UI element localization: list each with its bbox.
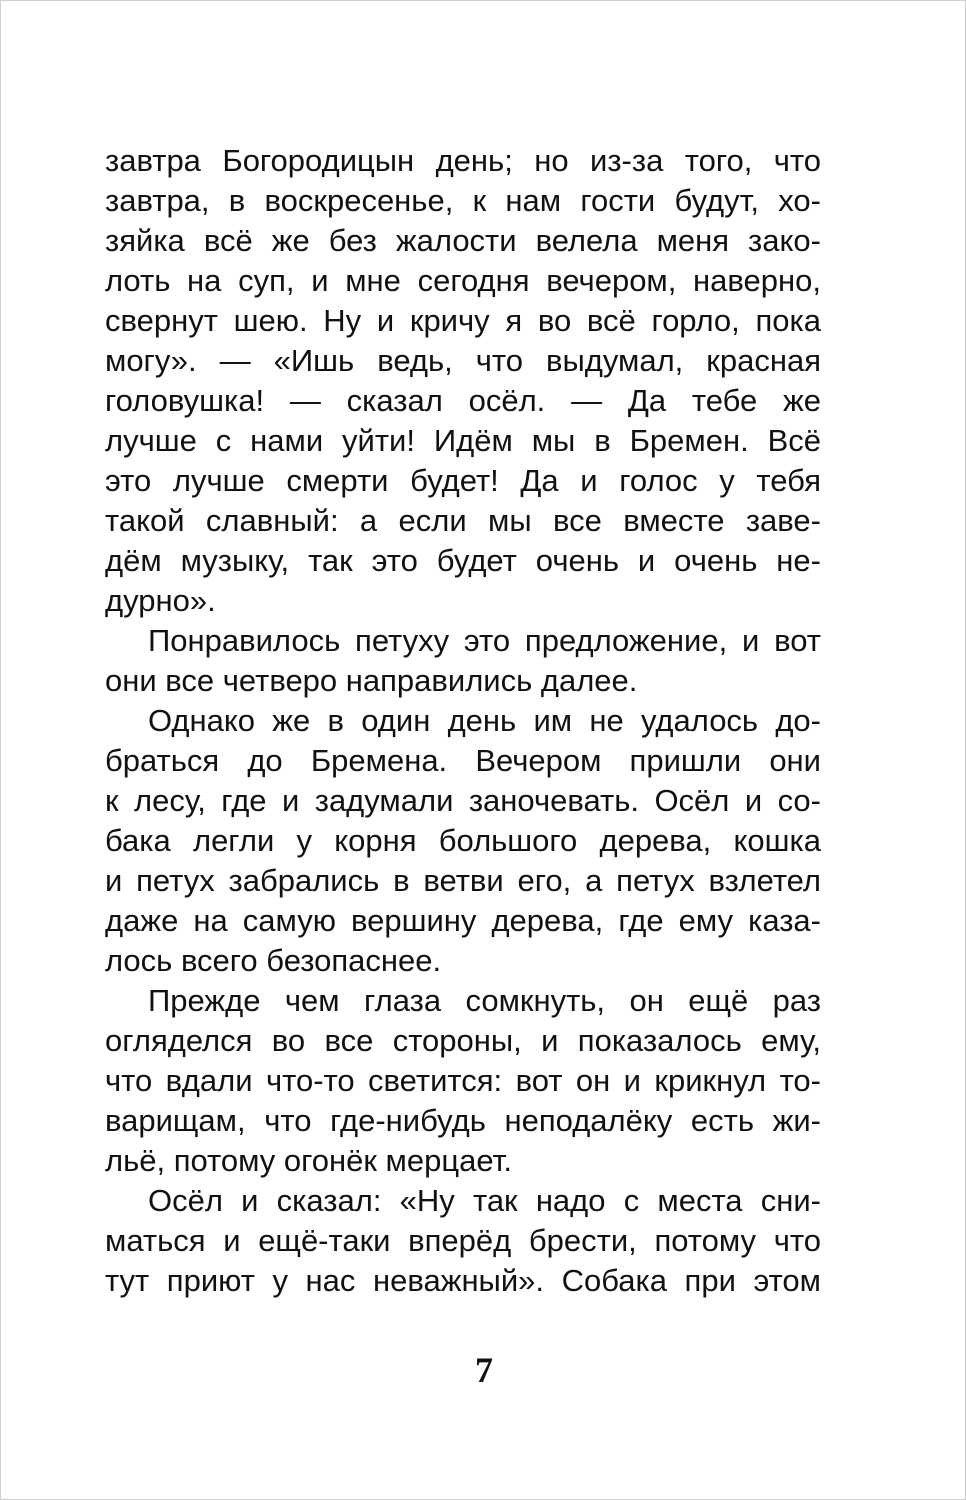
text-line: завтра Богородицын день; но из-за того, что bbox=[105, 143, 821, 178]
text-line: они все четверо направились далее. bbox=[105, 663, 638, 698]
text-line: маться и ещё-таки вперёд брести, потому что bbox=[105, 1223, 821, 1258]
text-line: огляделся во все стороны, и показалось ему, bbox=[105, 1023, 821, 1058]
text-line: такой славный: а если мы все вместе заве- bbox=[105, 503, 821, 538]
text-line: дурно». bbox=[105, 583, 216, 618]
paragraph bbox=[105, 141, 821, 621]
text-line: свернут шею. Ну и кричу я во всё горло, пока bbox=[105, 303, 821, 338]
text-line: и петух забрались в ветви его, а петух взлетел bbox=[105, 863, 821, 898]
text-line: головушка! — сказал осёл. — Да тебе же bbox=[105, 383, 821, 418]
text-line: Понравилось петуху это предложение, и вот bbox=[148, 623, 821, 658]
text-line: Осёл и сказал: «Ну так надо с места сни- bbox=[148, 1183, 821, 1218]
body-text bbox=[105, 141, 821, 1301]
text-line: это лучше смерти будет! Да и голос у тебя bbox=[105, 463, 821, 498]
text-line: варищам, что где-нибудь неподалёку есть жи- bbox=[105, 1103, 821, 1138]
paragraph bbox=[105, 1181, 821, 1301]
text-line: зяйка всё же без жалости велела меня зако- bbox=[105, 223, 821, 258]
text-line: к лесу, где и задумали заночевать. Осёл и со- bbox=[105, 783, 821, 818]
text-line: тут приют у нас неважный». Собака при этом bbox=[105, 1263, 821, 1298]
paragraph bbox=[105, 621, 821, 701]
text-line: бака легли у корня большого дерева, кошка bbox=[105, 823, 821, 858]
text-line: завтра, в воскресенье, к нам гости будут, хо- bbox=[105, 183, 821, 218]
text-line: даже на самую вершину дерева, где ему каза- bbox=[105, 903, 821, 938]
text-line: дём музыку, так это будет очень и очень не- bbox=[105, 543, 821, 578]
text-line: льё, потому огонёк мерцает. bbox=[105, 1143, 512, 1178]
text-line: лось всего безопаснее. bbox=[105, 943, 442, 978]
text-line: Прежде чем глаза сомкнуть, он ещё раз bbox=[148, 983, 821, 1018]
text-line: что вдали что-то светится: вот он и крикнул то- bbox=[105, 1063, 821, 1098]
text-line: лоть на суп, и мне сегодня вечером, наверно, bbox=[105, 263, 821, 298]
text-line: лучше с нами уйти! Идём мы в Бремен. Всё bbox=[105, 423, 821, 458]
paragraph bbox=[105, 981, 821, 1181]
page-number: 7 bbox=[475, 1350, 493, 1390]
text-line: Однако же в один день им не удалось до- bbox=[148, 703, 821, 738]
text-line: браться до Бремена. Вечером пришли они bbox=[105, 743, 821, 778]
text-line: могу». — «Ишь ведь, что выдумал, красная bbox=[105, 343, 821, 378]
paragraph bbox=[105, 701, 821, 981]
